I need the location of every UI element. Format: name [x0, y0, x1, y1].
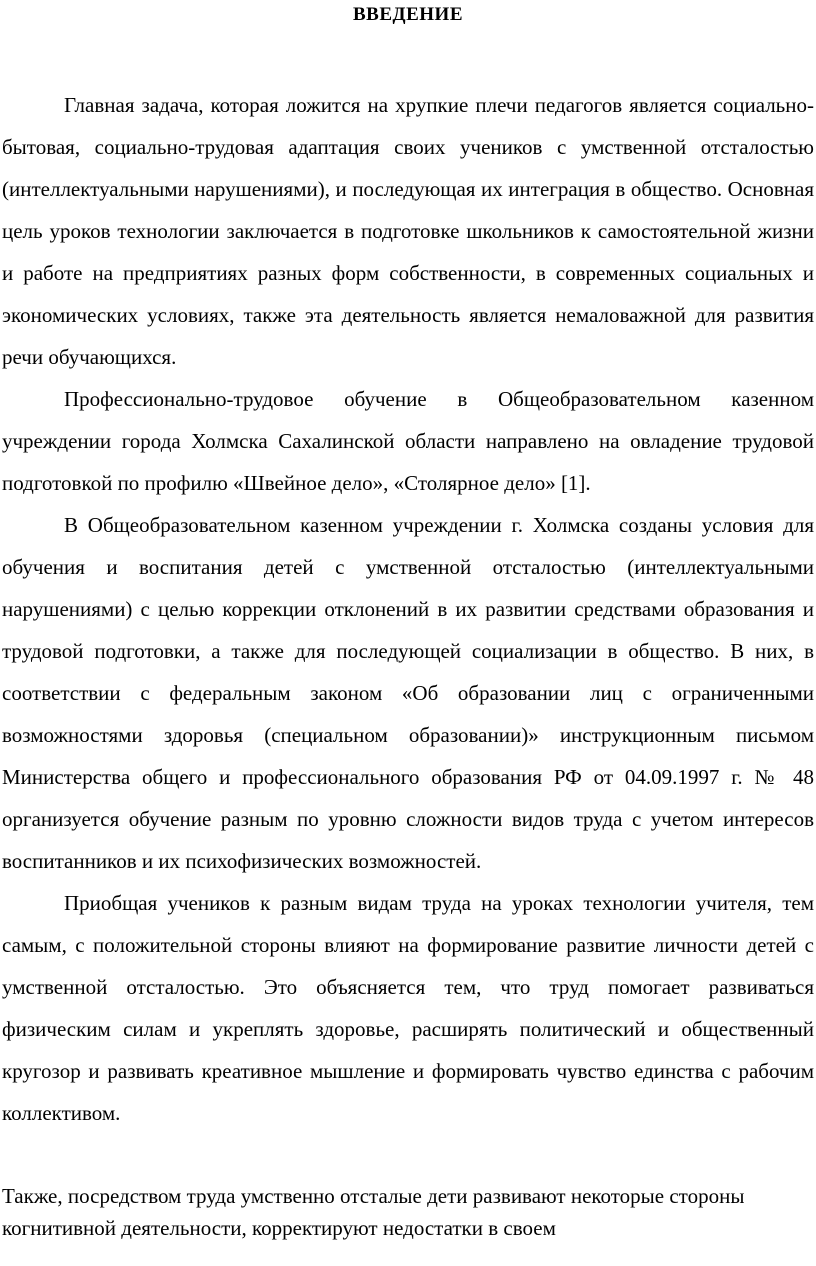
- page-title: ВВЕДЕНИЕ: [353, 4, 463, 25]
- document-body: [2, 84, 814, 1134]
- paragraph-1: Главная задача, которая ложится на хрупкие плечи педагогов является социально-бытовая, социально-трудовая адаптация своих учеников с умственной отсталостью (интеллектуальными нарушениями), и последующая их интеграция в общество. Основная цель уроков технологии заключается в подготовке школьников к самостоятельной жизни и работе на предприятиях разных форм собственности, в современных социальных и экономических условиях, также эта деятельность является немаловажной для развития речи обучающихся.: [2, 93, 814, 369]
- paragraph-2: Профессионально-трудовое обучение в Общеобразовательном казенном учреждении города Холмска Сахалинской области направлено на овладение трудовой подготовкой по профилю «Швейное дело», «Столярное дело» [1].: [2, 387, 814, 495]
- paragraph-4: Приобщая учеников к разным видам труда на уроках технологии учителя, тем самым, с положительной стороны влияют на формирование развитие личности детей с умственной отсталостью. Это объясняется тем, что труд помогает развиваться физическим силам и укреплять здоровье, расширять политический и общественный кругозор и развивать креативное мышление и формировать чувство единства с рабочим коллективом.: [2, 891, 814, 1125]
- paragraph-5: Также, посредством труда умственно отсталые дети развивают некоторые стороны когнитивной деятельности, корректируют недостатки в своем: [2, 1184, 745, 1240]
- paragraph-3: В Общеобразовательном казенном учреждении г. Холмска созданы условия для обучения и воспитания детей с умственной отсталостью (интеллектуальными нарушениями) с целью коррекции отклонений в их развитии средствами образования и трудовой подготовки, а также для последующей социализации в общество. В них, в соответствии с федеральным законом «Об образовании лиц с ограниченными возможностями здоровья (специальном образовании)» инструкционным письмом Министерства общего и профессионального образования РФ от 04.09.1997 г. № 48 организуется обучение разным по уровню сложности видов труда с учетом интересов воспитанников и их психофизических возможностей.: [2, 513, 814, 873]
